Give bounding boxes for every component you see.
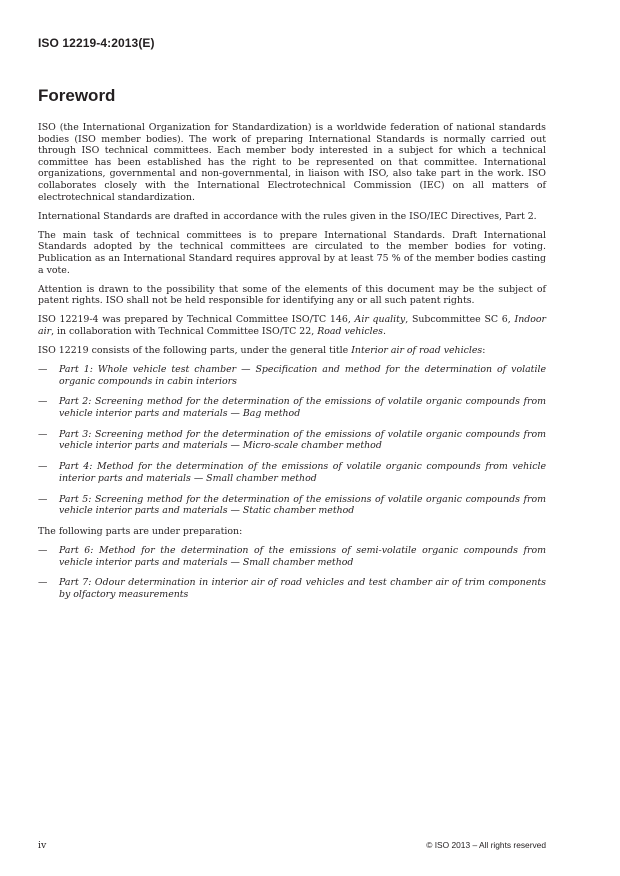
list-item: — Part 5: Screening method for the determination of the emissions of volatile organic compounds from vehicle interior parts and materials — Static chamber method bbox=[38, 493, 546, 517]
paragraph-patent-rights: Attention is drawn to the possibility that some of the elements of this document may be the subject of patent rights. ISO shall not be held responsible for identifying any or all such patent rights. bbox=[38, 283, 546, 307]
in-preparation-parts-list bbox=[38, 545, 546, 601]
paragraph-directives: International Standards are drafted in accordance with the rules given in the ISO/IEC Directives, Part 2. bbox=[38, 210, 537, 222]
paragraph-technical-committees: The main task of technical committees is to prepare International Standards. Draft International Standards adopted by the technical committees are circulated to the member bodies for voting. Publication as an International Standard requires approval by at least 75 % of the member bodies casting a vote. bbox=[38, 229, 546, 276]
list-item: — Part 4: Method for the determination of the emissions of volatile organic compounds from vehicle interior parts and materials — Small chamber method bbox=[38, 461, 546, 484]
page-title: Foreword bbox=[38, 86, 116, 105]
list-item: — Part 3: Screening method for the determination of the emissions of volatile organic compounds from vehicle interior parts and materials — Micro-scale chamber method bbox=[38, 428, 546, 452]
list-item: — Part 2: Screening method for the determination of the emissions of volatile organic compounds from vehicle interior parts and materials — Bag method bbox=[38, 396, 546, 420]
foreword-body bbox=[38, 122, 546, 610]
list-item: — Part 7: Odour determination in interior air of road vehicles and test chamber air of trim components by olfactory measurements bbox=[38, 577, 546, 601]
page-number: iv bbox=[38, 840, 47, 851]
paragraph-prepared-by: ISO 12219-4 was prepared by Technical Committee ISO/TC 146, Air quality, Subcommittee SC 6, Indoor air, in collaboration with Technical Committee ISO/TC 22, Road vehicles. bbox=[38, 314, 546, 337]
paragraph-iso-intro: ISO (the International Organization for Standardization) is a worldwide federation of national standards bodies (ISO member bodies). The work of preparing International Standards is normally carried out through ISO technical committees. Each member body interested in a subject for which a technical committee has been established has the right to be represented on that committee. International organizations, governmental and non-governmental, in liaison with ISO, also take part in the work. ISO collaborates closely with the International Electrotechnical Commission (IEC) on all matters of electrotechnical standardization. bbox=[38, 122, 546, 203]
paragraph-consists-of: ISO 12219 consists of the following parts, under the general title Interior air of road vehicles: bbox=[38, 345, 486, 356]
list-item: — Part 6: Method for the determination of the emissions of semi-volatile organic compounds from vehicle interior parts and materials — Small chamber method bbox=[38, 545, 546, 568]
copyright-notice: © ISO 2013 – All rights reserved bbox=[426, 840, 546, 850]
list-item: — Part 1: Whole vehicle test chamber — Specification and method for the determination of volatile organic compounds in cabin interiors bbox=[38, 364, 546, 387]
published-parts-list bbox=[38, 364, 546, 517]
paragraph-under-preparation: The following parts are under preparation: bbox=[38, 525, 243, 537]
document-id-header: ISO 12219-4:2013(E) bbox=[38, 36, 155, 50]
